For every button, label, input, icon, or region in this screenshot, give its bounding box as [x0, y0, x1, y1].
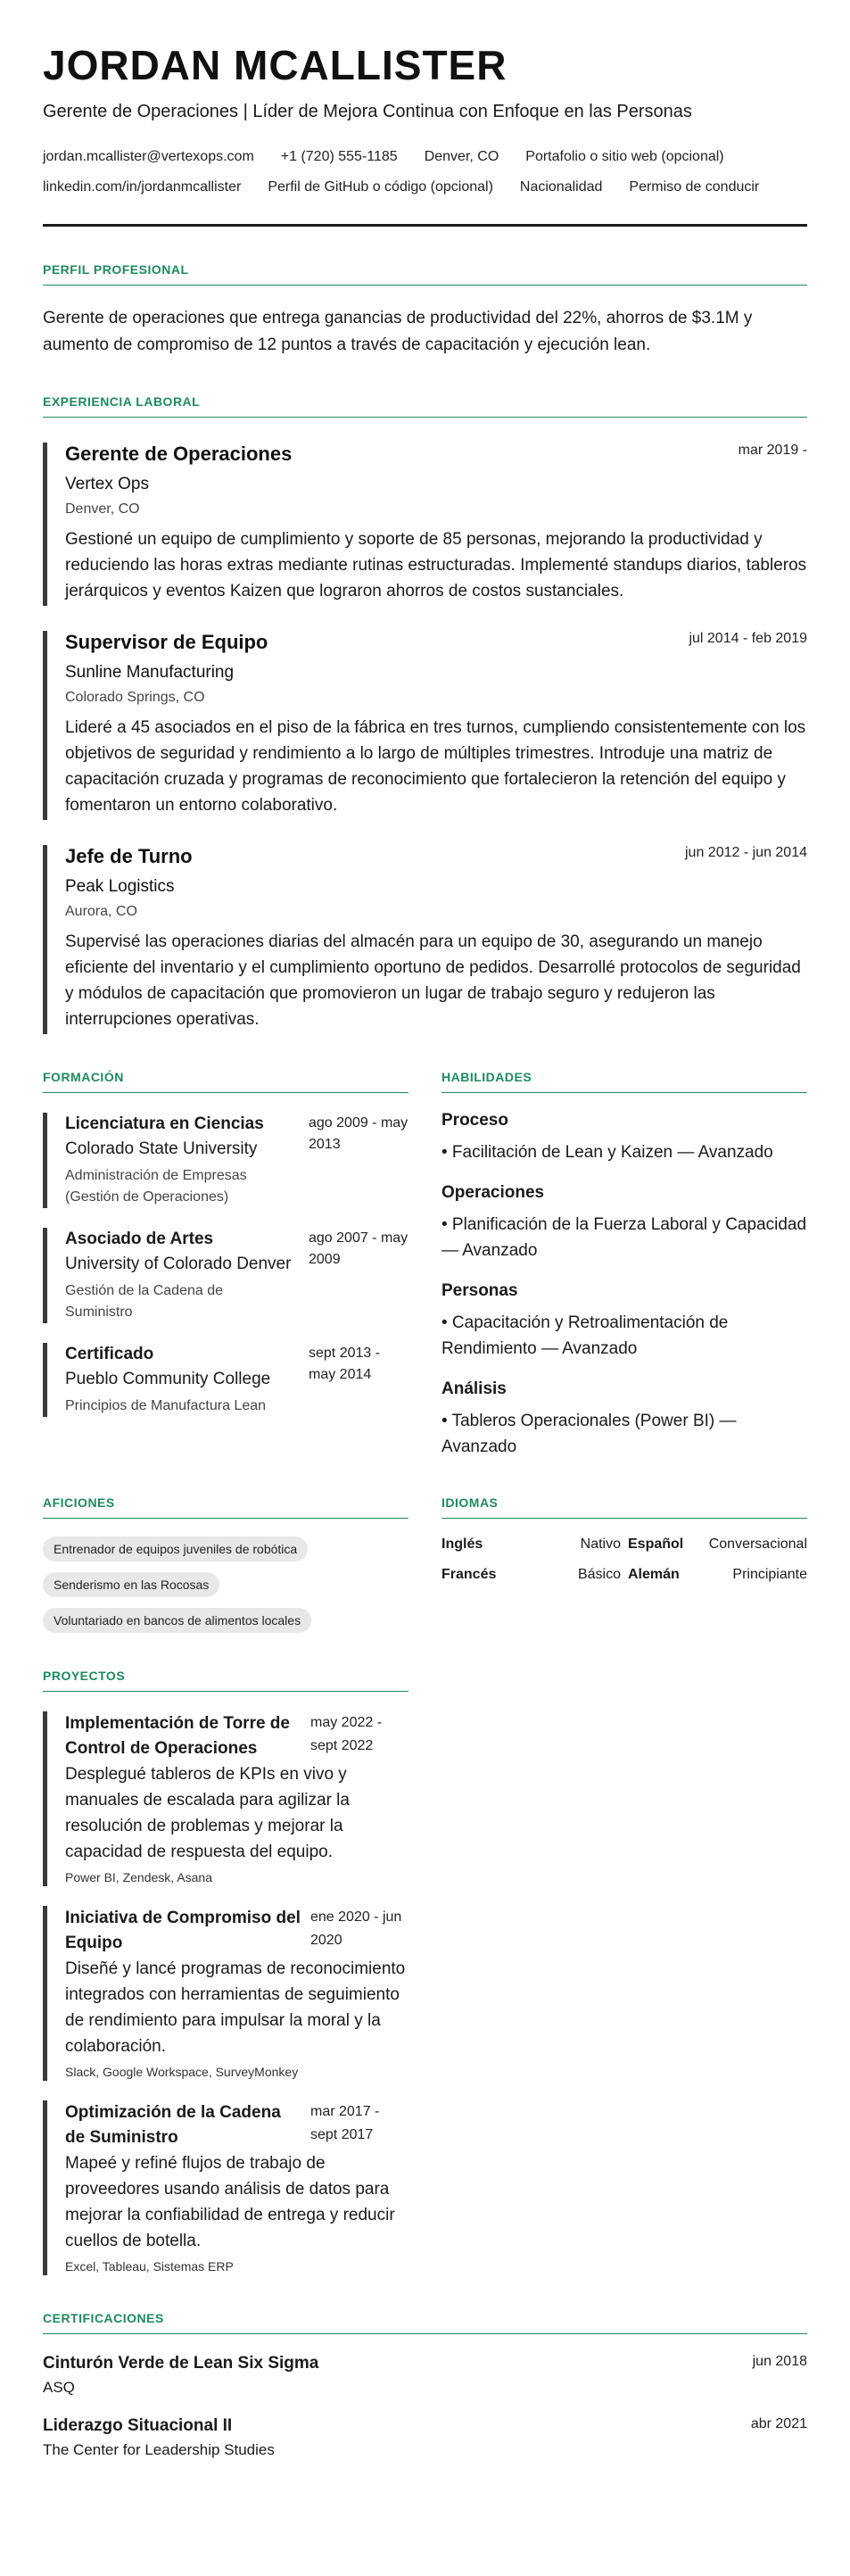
hobby-chip: Voluntariado en bancos de alimentos locales — [43, 1608, 311, 1633]
education-section — [43, 1070, 408, 1460]
education-school: Pueblo Community College — [65, 1370, 271, 1388]
language-level: Básico — [577, 1567, 621, 1582]
skill-category: Personas — [442, 1281, 518, 1300]
contact-nationality: Nacionalidad — [519, 179, 603, 195]
summary-section — [43, 262, 807, 359]
experience-date: mar 2019 - — [738, 443, 807, 458]
experience-section — [43, 394, 807, 1034]
language-item — [442, 1567, 621, 1583]
education-date: ago 2007 - may 2009 — [309, 1230, 408, 1267]
experience-description: Supervisé las operaciones diarias del almacén para un equipo de 30, asegurando un manejo eficiente del inventario y el cumplimiento oportuno de pedidos. Desarrollé protocolos de seguridad y módulos de capacitación que promovieron un lugar de trabajo seguro y redujeron las interrupciones operativas. — [65, 932, 801, 1029]
experience-title: EXPERIENCIA LABORAL — [43, 394, 807, 418]
languages-section — [442, 1495, 807, 1644]
experience-item — [43, 845, 807, 1034]
education-degree: Asociado de Artes — [65, 1230, 214, 1248]
header-divider — [43, 224, 807, 227]
hobby-chip: Senderismo en las Rocosas — [43, 1572, 219, 1597]
language-name: Alemán — [628, 1567, 680, 1582]
skill-category: Operaciones — [442, 1183, 545, 1202]
hobby-chip: Entrenador de equipos juveniles de robótica — [43, 1536, 308, 1561]
education-item — [43, 1228, 408, 1323]
project-tech: Slack, Google Workspace, SurveyMonkey — [65, 2065, 299, 2079]
language-level: Nativo — [580, 1536, 621, 1552]
education-school: Colorado State University — [65, 1139, 258, 1158]
education-item — [43, 1113, 408, 1208]
language-level: Conversacional — [708, 1536, 807, 1552]
language-item — [442, 1536, 621, 1553]
language-name: Francés — [442, 1567, 497, 1582]
project-description: Mapeé y refiné flujos de trabajo de proveedores usando análisis de datos para mejorar la confiabilidad de entrega y reducir cuellos de botella. — [65, 2154, 395, 2250]
education-degree: Licenciatura en Ciencias — [65, 1114, 264, 1133]
experience-date: jul 2014 - feb 2019 — [689, 631, 807, 646]
experience-location: Denver, CO — [65, 501, 140, 517]
headline: Gerente de Operaciones | Líder de Mejora Continua con Enfoque en las Personas — [43, 102, 692, 121]
summary-title: PERFIL PROFESIONAL — [43, 262, 807, 286]
education-item — [43, 1343, 408, 1417]
summary-text: Gerente de operaciones que entrega ganancias de productividad del 22%, ahorros de $3.1M y aumento de compromiso de 12 puntos a través de capacitación y ejecución lean. — [43, 309, 753, 354]
project-name: Iniciativa de Compromiso del Equipo — [65, 1909, 301, 1952]
language-item — [628, 1536, 807, 1553]
certification-item — [43, 2354, 807, 2397]
skill-item: • Tableros Operacionales (Power BI) — Avanzado — [442, 1412, 737, 1456]
experience-location: Colorado Springs, CO — [65, 690, 205, 705]
education-degree: Certificado — [65, 1345, 154, 1363]
hobbies-languages-row — [43, 1495, 807, 1644]
contact-phone[interactable]: +1 (720) 555-1185 — [280, 149, 398, 164]
contact-portfolio[interactable]: Portafolio o sitio web (opcional) — [525, 149, 724, 164]
experience-company: Peak Logistics — [65, 877, 175, 896]
experience-role: Gerente de Operaciones — [65, 443, 293, 465]
project-date: may 2022 - sept 2022 — [310, 1715, 383, 1753]
experience-item — [43, 443, 807, 606]
project-tech: Excel, Tableau, Sistemas ERP — [65, 2259, 234, 2274]
contact-github[interactable]: Perfil de GitHub o código (opcional) — [268, 179, 493, 195]
certification-date: jun 2018 — [752, 2354, 807, 2369]
education-school: University of Colorado Denver — [65, 1255, 292, 1273]
contact-driving-license: Permiso de conducir — [629, 179, 760, 195]
hobbies-title: AFICIONES — [43, 1495, 408, 1519]
experience-company: Sunline Manufacturing — [65, 663, 235, 682]
project-name: Optimización de la Cadena de Suministro — [65, 2103, 281, 2147]
contact-linkedin[interactable]: linkedin.com/in/jordanmcallister — [43, 179, 242, 195]
certification-date: abr 2021 — [750, 2416, 807, 2431]
project-tech: Power BI, Zendesk, Asana — [65, 1870, 212, 1884]
skill-category: Análisis — [442, 1379, 507, 1398]
language-item — [628, 1567, 807, 1583]
hobbies-section — [43, 1495, 408, 1644]
education-date: ago 2009 - may 2013 — [309, 1115, 408, 1152]
certifications-title: CERTIFICACIONES — [43, 2311, 807, 2334]
skills-section — [442, 1070, 807, 1460]
skill-item: • Capacitación y Retroalimentación de Rendimiento — Avanzado — [442, 1313, 729, 1358]
project-name: Implementación de Torre de Control de Operaciones — [65, 1714, 290, 1758]
languages-title: IDIOMAS — [442, 1495, 807, 1519]
experience-role: Jefe de Turno — [65, 845, 193, 867]
experience-description: Lideré a 45 asociados en el piso de la fábrica en tres turnos, cumpliendo consistentemente con los objetivos de seguridad y rendimiento a lo largo de múltiples trimestres. Introduje una matriz de capacitación cruzada y programas de reconocimiento que fortalecieron la retención del equipo y fomentaron un entorno colaborativo. — [65, 718, 806, 815]
skill-category: Proceso — [442, 1111, 508, 1130]
language-level: Principiante — [732, 1567, 807, 1582]
project-date: ene 2020 - jun 2020 — [310, 1909, 402, 1948]
language-name: Español — [628, 1536, 684, 1552]
contact-list — [43, 142, 807, 203]
experience-role: Supervisor de Equipo — [65, 631, 268, 653]
certification-issuer: ASQ — [43, 2379, 75, 2396]
education-field: Gestión de la Cadena de Suministro — [65, 1283, 224, 1320]
experience-company: Vertex Ops — [65, 475, 149, 493]
project-date: mar 2017 - sept 2017 — [310, 2104, 380, 2142]
project-item — [43, 1906, 408, 2081]
projects-title: PROYECTOS — [43, 1669, 408, 1692]
skill-item: • Facilitación de Lean y Kaizen — Avanzado — [442, 1143, 773, 1162]
project-item — [43, 2100, 408, 2275]
skills-title: HABILIDADES — [442, 1070, 807, 1093]
skill-item: • Planificación de la Fuerza Laboral y Capacidad — Avanzado — [442, 1215, 807, 1260]
education-skills-row — [43, 1070, 807, 1460]
project-item — [43, 1711, 408, 1886]
experience-item — [43, 631, 807, 820]
certifications-section — [43, 2311, 807, 2459]
project-description: Diseñé y lancé programas de reconocimiento integrados con herramientas de seguimiento de rendimiento para impulsar la moral y la colaboración. — [65, 1959, 406, 2056]
experience-date: jun 2012 - jun 2014 — [685, 845, 807, 860]
education-field: Principios de Manufactura Lean — [65, 1398, 267, 1413]
projects-section — [43, 1669, 408, 2275]
contact-location: Denver, CO — [424, 149, 499, 164]
certification-item — [43, 2416, 807, 2459]
language-name: Inglés — [442, 1536, 483, 1552]
education-field: Administración de Empresas (Gestión de Operaciones) — [65, 1168, 247, 1205]
project-description: Desplegué tableros de KPIs en vivo y manuales de escalada para agilizar la resolución de problemas y mejorar la capacidad de respuesta del equipo. — [65, 1765, 350, 1861]
certification-name: Cinturón Verde de Lean Six Sigma — [43, 2354, 319, 2373]
education-title: FORMACIÓN — [43, 1070, 408, 1093]
candidate-name: JORDAN MCALLISTER — [43, 42, 508, 88]
contact-email[interactable]: jordan.mcallister@vertexops.com — [43, 149, 254, 164]
education-date: sept 2013 - may 2014 — [309, 1346, 381, 1382]
certification-name: Liderazgo Situacional II — [43, 2416, 233, 2435]
experience-description: Gestioné un equipo de cumplimiento y soporte de 85 personas, mejorando la productividad y reduciendo las horas extras mediante rutinas estructuradas. Implementé standups diarios, tableros jerárquicos y eventos Kaizen que lograron ahorros de costos sustanciales. — [65, 530, 807, 601]
resume-header — [43, 42, 807, 227]
experience-location: Aurora, CO — [65, 904, 137, 919]
certification-issuer: The Center for Leadership Studies — [43, 2441, 275, 2458]
